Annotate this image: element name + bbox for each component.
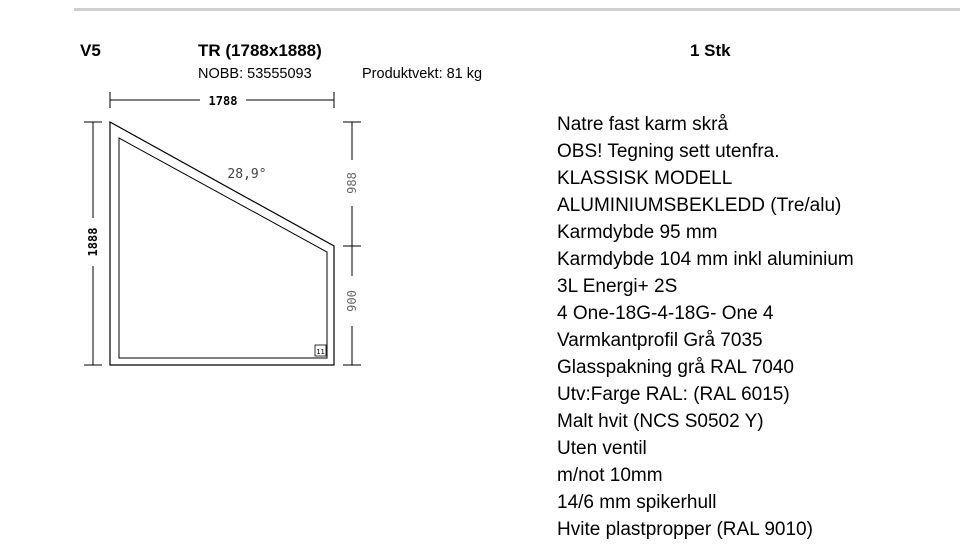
- spec-item: Glasspakning grå RAL 7040: [557, 357, 794, 378]
- spec-item: Utv:Farge RAL: (RAL 6015): [557, 384, 790, 405]
- upper-right-label: 988: [345, 172, 359, 194]
- spec-item: OBS! Tegning sett utenfra.: [557, 141, 780, 162]
- spec-item: 4 One-18G-4-18G- One 4: [557, 303, 774, 324]
- nobb-number: NOBB: 53555093: [198, 66, 312, 82]
- spec-list: [557, 111, 854, 543]
- spec-item: Natre fast karm skrå: [557, 114, 729, 135]
- spec-item: 3L Energi+ 2S: [557, 276, 678, 297]
- quantity: 1 Stk: [690, 41, 731, 60]
- window-drawing: [0, 0, 560, 380]
- spec-item: m/not 10mm: [557, 465, 663, 486]
- height-label: 1888: [86, 227, 100, 257]
- corner-mark: 11: [316, 348, 325, 356]
- spec-item: Hvite plastpropper (RAL 9010): [557, 519, 813, 540]
- position-code: V5: [80, 41, 101, 60]
- spec-item: Uten ventil: [557, 438, 647, 459]
- spec-item: Varmkantprofil Grå 7035: [557, 330, 763, 351]
- product-title: TR (1788x1888): [198, 41, 322, 60]
- spec-item: ALUMINIUMSBEKLEDD (Tre/alu): [557, 195, 842, 216]
- spec-item: Malt hvit (NCS S0502 Y): [557, 411, 764, 432]
- spec-item: KLASSISK MODELL: [557, 168, 733, 189]
- lower-right-label: 900: [345, 290, 359, 312]
- width-label: 1788: [208, 94, 238, 108]
- spec-item: Karmdybde 95 mm: [557, 222, 718, 243]
- right-dimensions: [343, 122, 361, 365]
- product-weight: Produktvekt: 81 kg: [362, 66, 483, 82]
- spec-item: 14/6 mm spikerhull: [557, 492, 717, 513]
- angle-label: 28,9°: [227, 167, 267, 182]
- frame-outer: [110, 122, 334, 365]
- spec-item: Karmdybde 104 mm inkl aluminium: [557, 249, 854, 270]
